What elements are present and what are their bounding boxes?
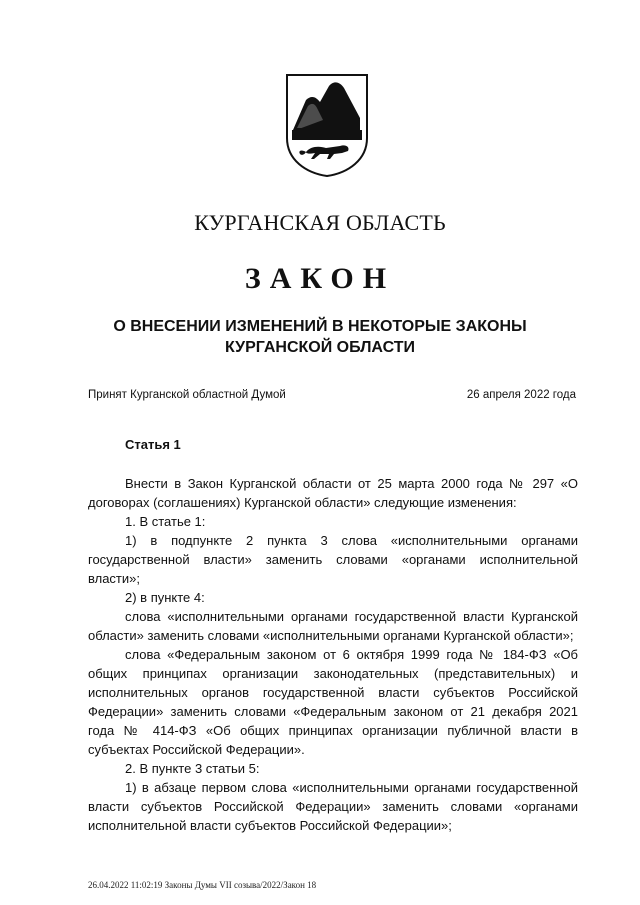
document-footer: 26.04.2022 11:02:19 Законы Думы VII созыва/2022/Закон 18 (88, 880, 317, 890)
adoption-line (88, 389, 576, 405)
law-subject-title (0, 316, 640, 358)
article-body (88, 474, 578, 835)
body-paragraph: 2. В пункте 3 статьи 5: (125, 761, 260, 776)
adopted-by: Принят Курганской областной Думой (88, 389, 286, 401)
body-paragraph: 1. В статье 1: (125, 514, 206, 529)
subject-line: О ВНЕСЕНИИ ИЗМЕНЕНИЙ В НЕКОТОРЫЕ ЗАКОНЫ (113, 318, 527, 335)
document-type-title: ЗАКОН (244, 262, 396, 295)
adoption-date: 26 апреля 2022 года (466, 389, 576, 401)
coat-of-arms-emblem (284, 72, 370, 178)
body-paragraph: Внести в Закон Курганской области от 25 марта 2000 года № 297 «О договорах (соглашениях) Курганской области» следующие изменения: (88, 476, 578, 510)
coat-of-arms-icon (284, 72, 370, 178)
subject-line: КУРГАНСКОЙ ОБЛАСТИ (224, 339, 416, 356)
body-paragraph: слова «Федеральным законом от 6 октября 1999 года № 184-ФЗ «Об общих принципах организации законодательных (представительных) и исполнительных органов государственной власти субъектов Российской Федерации» заменить словами «Федеральным законом от 21 декабря 2021 года № 414-ФЗ «Об общих принципах организации публичной власти в субъектах Российской Федерации». (88, 647, 578, 757)
body-paragraph: 1) в подпункте 2 пункта 3 слова «исполнительными органами государственной власти» заменить словами «органами исполнительной власти»; (88, 533, 578, 586)
article-heading: Статья 1 (125, 437, 181, 452)
region-title: КУРГАНСКАЯ ОБЛАСТЬ (194, 210, 446, 235)
body-paragraph: 2) в пункте 4: (125, 590, 205, 605)
body-paragraph: 1) в абзаце первом слова «исполнительными органами государственной власти субъектов Российской Федерации» заменить словами «органами исполнительной власти субъектов Российской Федерации»; (88, 780, 578, 833)
body-paragraph: слова «исполнительными органами государственной власти Курганской области» заменить словами «исполнительными органами Курганской области»; (88, 609, 578, 643)
